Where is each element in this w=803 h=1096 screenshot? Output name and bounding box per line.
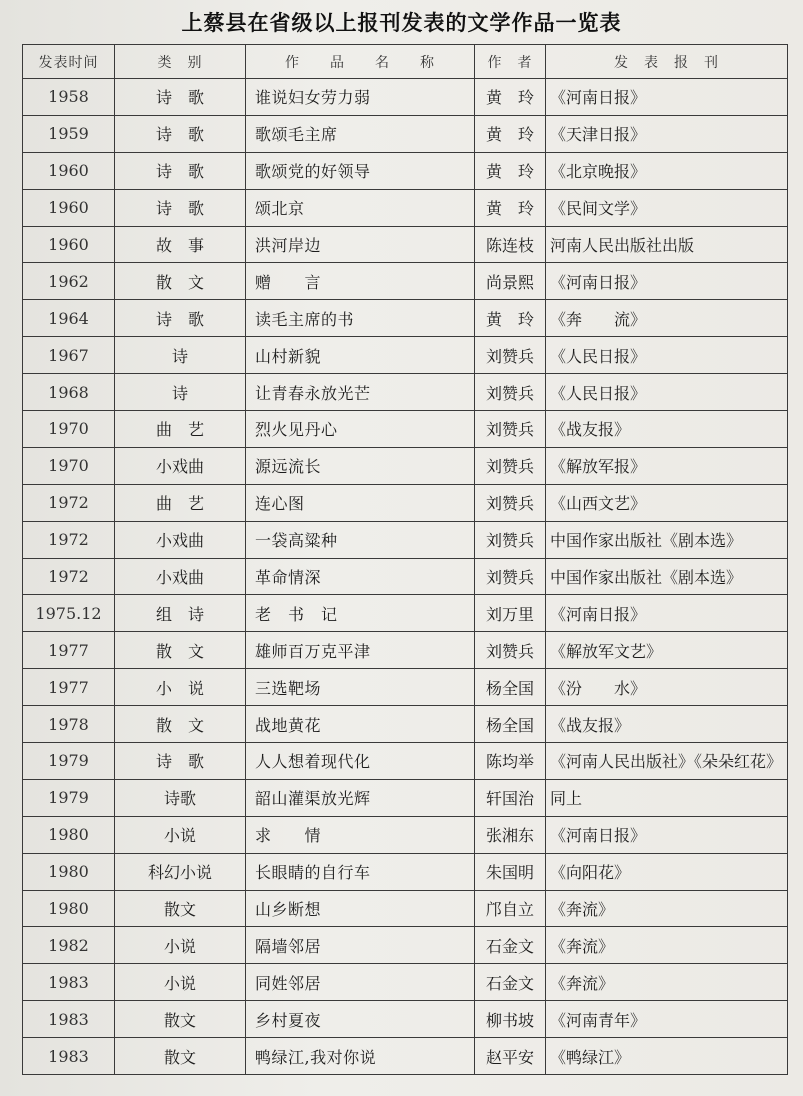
cell-author: 石金文 (475, 964, 546, 1001)
cell-category: 小说 (115, 816, 246, 853)
cell-author: 柳书坡 (475, 1001, 546, 1038)
cell-publication: 《奔流》 (546, 927, 788, 964)
cell-time: 1983 (23, 1001, 115, 1038)
cell-category: 诗 歌 (115, 152, 246, 189)
cell-author: 黄 玲 (475, 79, 546, 116)
header-author: 作 者 (475, 45, 546, 79)
page-title: 上蔡县在省级以上报刊发表的文学作品一览表 (181, 11, 622, 35)
cell-time: 1972 (23, 484, 115, 521)
cell-work-title: 乡村夏夜 (246, 1001, 475, 1038)
table-row (23, 263, 788, 300)
cell-time: 1980 (23, 890, 115, 927)
table-row (23, 115, 788, 152)
cell-time: 1977 (23, 669, 115, 706)
cell-category: 组 诗 (115, 595, 246, 632)
cell-publication: 《天津日报》 (546, 115, 788, 152)
cell-work-title: 人人想着现代化 (246, 743, 475, 780)
cell-category: 诗 (115, 337, 246, 374)
cell-time: 1975.12 (23, 595, 115, 632)
table-row (23, 890, 788, 927)
cell-publication: 《鸭绿江》 (546, 1038, 788, 1075)
cell-work-title: 歌颂党的好领导 (246, 152, 475, 189)
cell-time: 1978 (23, 706, 115, 743)
cell-publication: 《河南日报》 (546, 79, 788, 116)
cell-category: 小说 (115, 927, 246, 964)
cell-publication: 《奔流》 (546, 964, 788, 1001)
cell-category: 科幻小说 (115, 853, 246, 890)
table-row (23, 152, 788, 189)
cell-author: 刘赞兵 (475, 632, 546, 669)
cell-work-title: 老 书 记 (246, 595, 475, 632)
cell-work-title: 长眼睛的自行车 (246, 853, 475, 890)
cell-author: 陈均举 (475, 743, 546, 780)
cell-work-title: 三选靶场 (246, 669, 475, 706)
cell-publication: 《解放军文艺》 (546, 632, 788, 669)
cell-author: 朱国明 (475, 853, 546, 890)
cell-work-title: 山村新貌 (246, 337, 475, 374)
cell-category: 散 文 (115, 706, 246, 743)
cell-work-title: 韶山灌渠放光辉 (246, 779, 475, 816)
cell-publication: 《河南日报》 (546, 595, 788, 632)
cell-publication: 同上 (546, 779, 788, 816)
header-row (23, 45, 788, 79)
cell-time: 1972 (23, 558, 115, 595)
table-body (23, 79, 788, 1075)
cell-work-title: 雄师百万克平津 (246, 632, 475, 669)
cell-author: 陈连枝 (475, 226, 546, 263)
cell-category: 小说 (115, 964, 246, 1001)
cell-author: 杨全国 (475, 669, 546, 706)
cell-work-title: 颂北京 (246, 189, 475, 226)
cell-work-title: 战地黄花 (246, 706, 475, 743)
cell-author: 黄 玲 (475, 300, 546, 337)
cell-publication: 中国作家出版社《剧本选》 (546, 521, 788, 558)
cell-publication: 河南人民出版社出版 (546, 226, 788, 263)
cell-time: 1983 (23, 964, 115, 1001)
cell-work-title: 鸭绿江,我对你说 (246, 1038, 475, 1075)
cell-work-title: 同姓邻居 (246, 964, 475, 1001)
cell-category: 小戏曲 (115, 447, 246, 484)
cell-author: 黄 玲 (475, 115, 546, 152)
table-row (23, 300, 788, 337)
cell-time: 1959 (23, 115, 115, 152)
cell-work-title: 谁说妇女劳力弱 (246, 79, 475, 116)
cell-time: 1960 (23, 226, 115, 263)
cell-time: 1979 (23, 743, 115, 780)
cell-time: 1977 (23, 632, 115, 669)
cell-author: 张湘东 (475, 816, 546, 853)
cell-category: 散 文 (115, 263, 246, 300)
cell-author: 黄 玲 (475, 152, 546, 189)
cell-work-title: 隔墙邻居 (246, 927, 475, 964)
table-row (23, 1038, 788, 1075)
cell-publication: 《河南人民出版社》《朵朵红花》 (546, 743, 788, 780)
cell-author: 石金文 (475, 927, 546, 964)
table-row (23, 521, 788, 558)
cell-time: 1980 (23, 816, 115, 853)
header-work-title: 作 品 名 称 (246, 45, 475, 79)
cell-publication: 《河南青年》 (546, 1001, 788, 1038)
table-row (23, 447, 788, 484)
cell-author: 杨全国 (475, 706, 546, 743)
cell-work-title: 山乡断想 (246, 890, 475, 927)
cell-work-title: 烈火见丹心 (246, 411, 475, 448)
cell-category: 曲 艺 (115, 484, 246, 521)
cell-publication: 《奔流》 (546, 890, 788, 927)
table-row (23, 337, 788, 374)
cell-work-title: 歌颂毛主席 (246, 115, 475, 152)
cell-category: 散 文 (115, 632, 246, 669)
works-table (22, 44, 788, 1075)
cell-author: 黄 玲 (475, 189, 546, 226)
cell-category: 故 事 (115, 226, 246, 263)
table-row (23, 189, 788, 226)
cell-time: 1980 (23, 853, 115, 890)
table-row (23, 226, 788, 263)
table-row (23, 558, 788, 595)
table-row (23, 79, 788, 116)
cell-category: 散文 (115, 1038, 246, 1075)
header-time: 发表时间 (23, 45, 115, 79)
cell-category: 诗歌 (115, 779, 246, 816)
cell-time: 1970 (23, 411, 115, 448)
cell-work-title: 源远流长 (246, 447, 475, 484)
cell-category: 诗 歌 (115, 115, 246, 152)
cell-publication: 《山西文艺》 (546, 484, 788, 521)
cell-publication: 《战友报》 (546, 706, 788, 743)
table-row (23, 927, 788, 964)
cell-publication: 《奔 流》 (546, 300, 788, 337)
cell-publication: 中国作家出版社《剧本选》 (546, 558, 788, 595)
cell-author: 轩国治 (475, 779, 546, 816)
table-row (23, 484, 788, 521)
cell-publication: 《河南日报》 (546, 263, 788, 300)
cell-author: 尚景熙 (475, 263, 546, 300)
table-row (23, 669, 788, 706)
table-row (23, 743, 788, 780)
cell-category: 诗 歌 (115, 743, 246, 780)
table-row (23, 706, 788, 743)
cell-time: 1970 (23, 447, 115, 484)
cell-time: 1979 (23, 779, 115, 816)
table-row (23, 632, 788, 669)
cell-work-title: 赠 言 (246, 263, 475, 300)
cell-publication: 《战友报》 (546, 411, 788, 448)
cell-category: 诗 歌 (115, 79, 246, 116)
cell-work-title: 洪河岸边 (246, 226, 475, 263)
table-row (23, 853, 788, 890)
cell-work-title: 连心图 (246, 484, 475, 521)
cell-work-title: 革命情深 (246, 558, 475, 595)
cell-work-title: 求 情 (246, 816, 475, 853)
cell-time: 1960 (23, 189, 115, 226)
table-row (23, 779, 788, 816)
cell-time: 1983 (23, 1038, 115, 1075)
table-row (23, 816, 788, 853)
cell-author: 刘赞兵 (475, 337, 546, 374)
table-row (23, 595, 788, 632)
cell-publication: 《民间文学》 (546, 189, 788, 226)
cell-publication: 《向阳花》 (546, 853, 788, 890)
table-row (23, 411, 788, 448)
cell-category: 诗 歌 (115, 189, 246, 226)
table-row (23, 374, 788, 411)
cell-category: 诗 歌 (115, 300, 246, 337)
cell-author: 刘赞兵 (475, 484, 546, 521)
cell-time: 1964 (23, 300, 115, 337)
cell-publication: 《汾 水》 (546, 669, 788, 706)
cell-author: 赵平安 (475, 1038, 546, 1075)
cell-author: 刘赞兵 (475, 374, 546, 411)
cell-time: 1972 (23, 521, 115, 558)
cell-author: 刘赞兵 (475, 447, 546, 484)
cell-author: 刘赞兵 (475, 521, 546, 558)
cell-work-title: 让青春永放光芒 (246, 374, 475, 411)
cell-work-title: 读毛主席的书 (246, 300, 475, 337)
cell-publication: 《北京晚报》 (546, 152, 788, 189)
table-row (23, 1001, 788, 1038)
header-category: 类 别 (115, 45, 246, 79)
cell-category: 散文 (115, 890, 246, 927)
table-row (23, 964, 788, 1001)
cell-time: 1982 (23, 927, 115, 964)
cell-author: 刘赞兵 (475, 558, 546, 595)
cell-category: 散文 (115, 1001, 246, 1038)
cell-author: 刘万里 (475, 595, 546, 632)
cell-work-title: 一袋高粱种 (246, 521, 475, 558)
cell-author: 刘赞兵 (475, 411, 546, 448)
cell-time: 1968 (23, 374, 115, 411)
cell-category: 小 说 (115, 669, 246, 706)
cell-time: 1967 (23, 337, 115, 374)
cell-category: 诗 (115, 374, 246, 411)
cell-publication: 《人民日报》 (546, 337, 788, 374)
cell-category: 小戏曲 (115, 521, 246, 558)
cell-publication: 《人民日报》 (546, 374, 788, 411)
cell-publication: 《解放军报》 (546, 447, 788, 484)
cell-category: 小戏曲 (115, 558, 246, 595)
cell-time: 1958 (23, 79, 115, 116)
header-publication: 发 表 报 刊 (546, 45, 788, 79)
cell-publication: 《河南日报》 (546, 816, 788, 853)
cell-category: 曲 艺 (115, 411, 246, 448)
cell-time: 1962 (23, 263, 115, 300)
cell-author: 邝自立 (475, 890, 546, 927)
cell-time: 1960 (23, 152, 115, 189)
